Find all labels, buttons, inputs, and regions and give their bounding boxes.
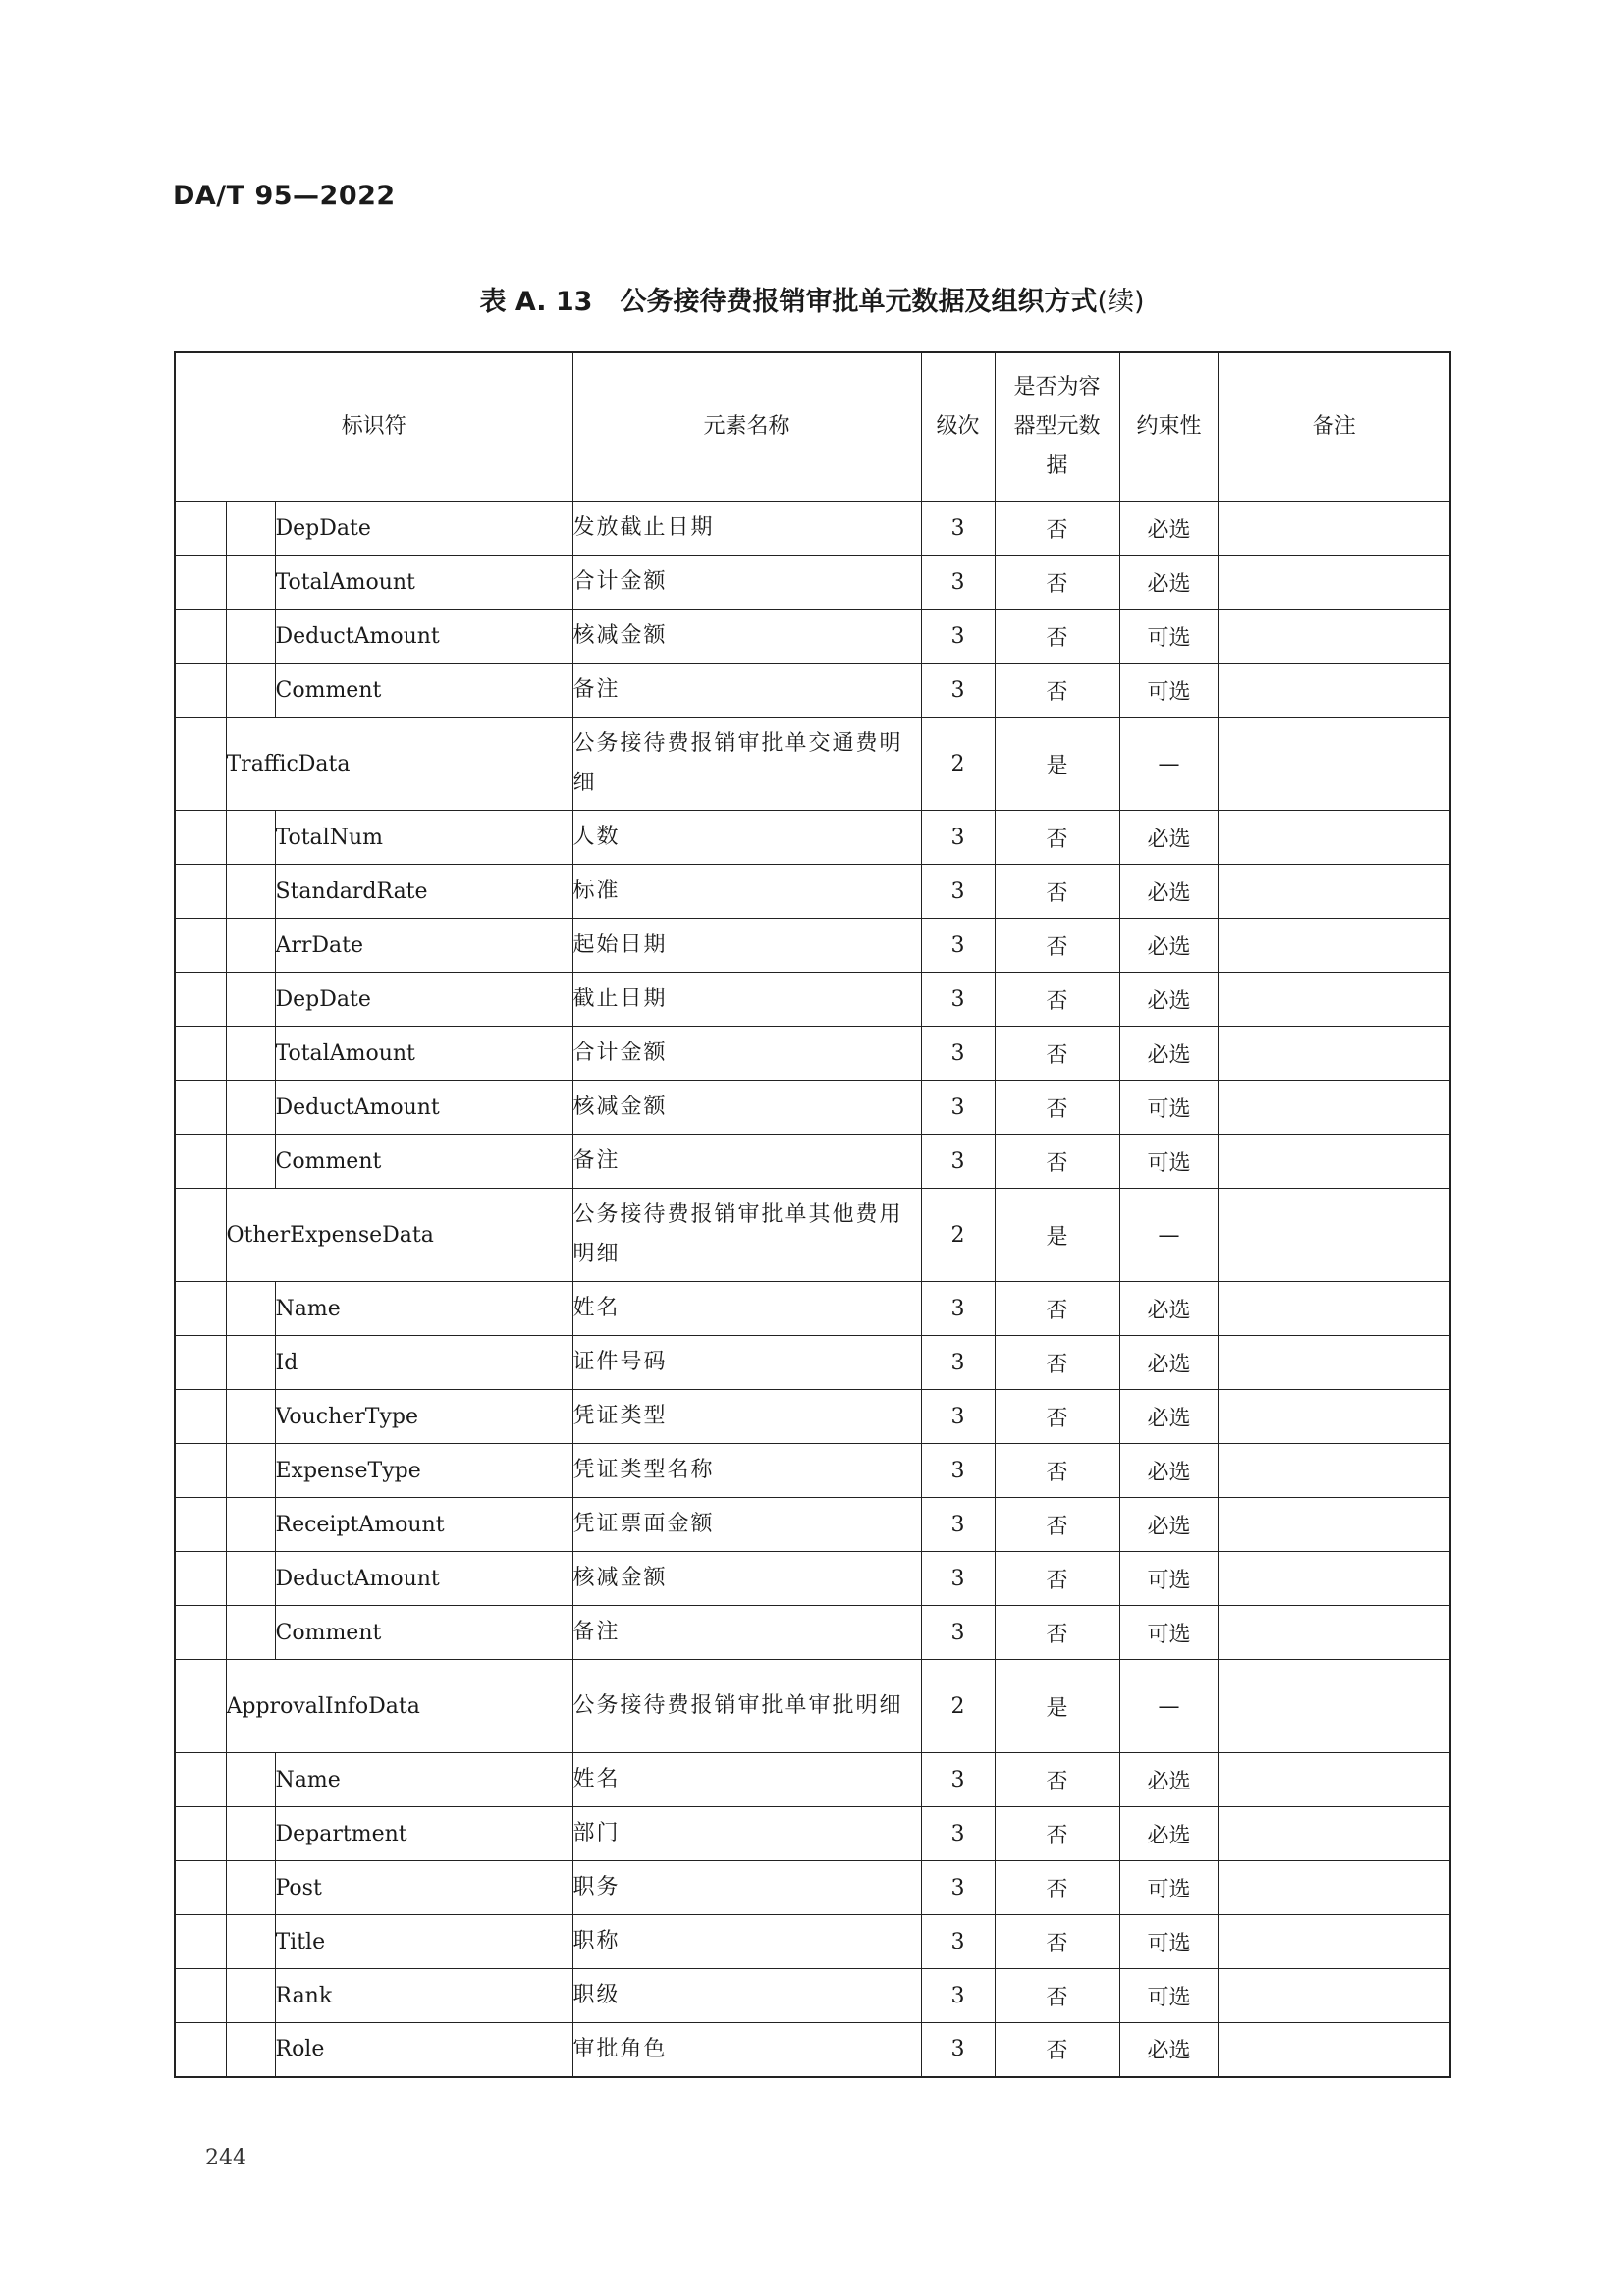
note-cell — [1218, 1498, 1450, 1552]
identifier-cell: StandardRate — [275, 865, 572, 919]
table-row — [175, 1552, 1450, 1606]
indent-cell — [175, 1552, 226, 1606]
element-name-cell: 职级 — [572, 1969, 921, 2023]
constraint-cell: 可选 — [1119, 1861, 1218, 1915]
header-is-container: 是否为容器型元数据 — [995, 352, 1119, 502]
constraint-cell: — — [1119, 1189, 1218, 1282]
constraint-cell: 必选 — [1119, 865, 1218, 919]
constraint-cell: 可选 — [1119, 1915, 1218, 1969]
identifier-cell: DepDate — [275, 502, 572, 556]
note-cell — [1218, 1081, 1450, 1135]
identifier-cell: VoucherType — [275, 1390, 572, 1444]
container-cell: 否 — [995, 1861, 1119, 1915]
element-name-cell: 职务 — [572, 1861, 921, 1915]
element-name-cell: 公务接待费报销审批单审批明细 — [572, 1660, 921, 1753]
level-cell: 3 — [921, 1081, 995, 1135]
container-cell: 否 — [995, 556, 1119, 610]
level-cell: 3 — [921, 1807, 995, 1861]
container-cell: 是 — [995, 1660, 1119, 1753]
indent-cell — [226, 811, 275, 865]
note-cell — [1218, 502, 1450, 556]
constraint-cell: 必选 — [1119, 973, 1218, 1027]
identifier-cell: DepDate — [275, 973, 572, 1027]
identifier-cell: TrafficData — [226, 718, 572, 811]
level-cell: 2 — [921, 718, 995, 811]
indent-cell — [175, 1135, 226, 1189]
note-cell — [1218, 1915, 1450, 1969]
indent-cell — [226, 865, 275, 919]
constraint-cell: 必选 — [1119, 502, 1218, 556]
level-cell: 3 — [921, 2023, 995, 2077]
indent-cell — [226, 1552, 275, 1606]
constraint-cell: 必选 — [1119, 1498, 1218, 1552]
container-cell: 否 — [995, 1498, 1119, 1552]
level-cell: 3 — [921, 1336, 995, 1390]
identifier-cell: ApprovalInfoData — [226, 1660, 572, 1753]
table-header-row — [175, 352, 1450, 502]
header-note: 备注 — [1218, 352, 1450, 502]
note-cell — [1218, 1552, 1450, 1606]
element-name-cell: 证件号码 — [572, 1336, 921, 1390]
identifier-cell: DeductAmount — [275, 1552, 572, 1606]
container-cell: 是 — [995, 718, 1119, 811]
container-cell: 否 — [995, 1969, 1119, 2023]
constraint-cell: 必选 — [1119, 556, 1218, 610]
indent-cell — [226, 664, 275, 718]
table-row — [175, 1606, 1450, 1660]
constraint-cell: 必选 — [1119, 1027, 1218, 1081]
note-cell — [1218, 973, 1450, 1027]
container-cell: 否 — [995, 973, 1119, 1027]
container-cell: 否 — [995, 919, 1119, 973]
header-identifier: 标识符 — [175, 352, 572, 502]
level-cell: 3 — [921, 556, 995, 610]
identifier-cell: OtherExpenseData — [226, 1189, 572, 1282]
indent-cell — [226, 1444, 275, 1498]
identifier-cell: Role — [275, 2023, 572, 2077]
element-name-cell: 部门 — [572, 1807, 921, 1861]
element-name-cell: 核减金额 — [572, 1081, 921, 1135]
table-row — [175, 1027, 1450, 1081]
note-cell — [1218, 1027, 1450, 1081]
level-cell: 3 — [921, 1498, 995, 1552]
table-row — [175, 973, 1450, 1027]
table-row — [175, 2023, 1450, 2077]
note-cell — [1218, 1660, 1450, 1753]
indent-cell — [175, 1081, 226, 1135]
header-element-name: 元素名称 — [572, 352, 921, 502]
indent-cell — [175, 556, 226, 610]
container-cell: 否 — [995, 865, 1119, 919]
element-name-cell: 核减金额 — [572, 610, 921, 664]
indent-cell — [175, 1606, 226, 1660]
level-cell: 3 — [921, 1606, 995, 1660]
indent-cell — [175, 1861, 226, 1915]
element-name-cell: 凭证类型 — [572, 1390, 921, 1444]
container-cell: 否 — [995, 664, 1119, 718]
note-cell — [1218, 1753, 1450, 1807]
constraint-cell: 必选 — [1119, 811, 1218, 865]
table-row — [175, 919, 1450, 973]
level-cell: 3 — [921, 1861, 995, 1915]
note-cell — [1218, 1189, 1450, 1282]
metadata-table — [174, 351, 1451, 2078]
identifier-cell: ExpenseType — [275, 1444, 572, 1498]
indent-cell — [175, 664, 226, 718]
level-cell: 3 — [921, 664, 995, 718]
element-name-cell: 核减金额 — [572, 1552, 921, 1606]
indent-cell — [226, 1606, 275, 1660]
element-name-cell: 合计金额 — [572, 556, 921, 610]
indent-cell — [175, 1189, 226, 1282]
constraint-cell: 可选 — [1119, 1081, 1218, 1135]
identifier-cell: Comment — [275, 1135, 572, 1189]
header-level: 级次 — [921, 352, 995, 502]
indent-cell — [175, 919, 226, 973]
indent-cell — [226, 1861, 275, 1915]
note-cell — [1218, 610, 1450, 664]
indent-cell — [226, 1498, 275, 1552]
element-name-cell: 发放截止日期 — [572, 502, 921, 556]
constraint-cell: 可选 — [1119, 610, 1218, 664]
table-row — [175, 1498, 1450, 1552]
identifier-cell: TotalAmount — [275, 556, 572, 610]
document-code: DA/T 95—2022 — [173, 181, 396, 211]
indent-cell — [175, 1660, 226, 1753]
constraint-cell: 必选 — [1119, 1282, 1218, 1336]
level-cell: 3 — [921, 811, 995, 865]
constraint-cell: 可选 — [1119, 1135, 1218, 1189]
element-name-cell: 合计金额 — [572, 1027, 921, 1081]
element-name-cell: 人数 — [572, 811, 921, 865]
table-row — [175, 811, 1450, 865]
table-row — [175, 664, 1450, 718]
table-row — [175, 1189, 1450, 1282]
element-name-cell: 姓名 — [572, 1753, 921, 1807]
note-cell — [1218, 1336, 1450, 1390]
container-cell: 否 — [995, 1336, 1119, 1390]
table-row — [175, 1915, 1450, 1969]
indent-cell — [226, 2023, 275, 2077]
element-name-cell: 姓名 — [572, 1282, 921, 1336]
indent-cell — [175, 1807, 226, 1861]
table-row — [175, 718, 1450, 811]
level-cell: 3 — [921, 502, 995, 556]
note-cell — [1218, 1807, 1450, 1861]
element-name-cell: 职称 — [572, 1915, 921, 1969]
note-cell — [1218, 2023, 1450, 2077]
element-name-cell: 起始日期 — [572, 919, 921, 973]
table-row — [175, 1660, 1450, 1753]
constraint-cell: 必选 — [1119, 1444, 1218, 1498]
identifier-cell: Rank — [275, 1969, 572, 2023]
indent-cell — [226, 1969, 275, 2023]
header-constraint: 约束性 — [1119, 352, 1218, 502]
level-cell: 3 — [921, 1282, 995, 1336]
element-name-cell: 标准 — [572, 865, 921, 919]
page-number: 244 — [205, 2146, 246, 2170]
indent-cell — [226, 1336, 275, 1390]
indent-cell — [226, 1282, 275, 1336]
level-cell: 3 — [921, 1390, 995, 1444]
note-cell — [1218, 1282, 1450, 1336]
indent-cell — [175, 865, 226, 919]
indent-cell — [175, 1336, 226, 1390]
identifier-cell: Title — [275, 1915, 572, 1969]
note-cell — [1218, 865, 1450, 919]
indent-cell — [226, 1027, 275, 1081]
indent-cell — [226, 1135, 275, 1189]
constraint-cell: 必选 — [1119, 2023, 1218, 2077]
element-name-cell: 公务接待费报销审批单其他费用明细 — [572, 1189, 921, 1282]
indent-cell — [226, 1915, 275, 1969]
table-row — [175, 610, 1450, 664]
level-cell: 3 — [921, 1753, 995, 1807]
element-name-cell: 审批角色 — [572, 2023, 921, 2077]
constraint-cell: — — [1119, 718, 1218, 811]
container-cell: 是 — [995, 1189, 1119, 1282]
note-cell — [1218, 1390, 1450, 1444]
table-caption-number: 表 A. 13 — [479, 287, 593, 317]
table-row — [175, 1282, 1450, 1336]
note-cell — [1218, 1135, 1450, 1189]
container-cell: 否 — [995, 1807, 1119, 1861]
container-cell: 否 — [995, 1753, 1119, 1807]
note-cell — [1218, 811, 1450, 865]
container-cell: 否 — [995, 1915, 1119, 1969]
table-caption-continued: (续) — [1097, 287, 1145, 317]
container-cell: 否 — [995, 1444, 1119, 1498]
table-caption — [0, 280, 1624, 318]
table-row — [175, 865, 1450, 919]
identifier-cell: Department — [275, 1807, 572, 1861]
level-cell: 3 — [921, 1135, 995, 1189]
container-cell: 否 — [995, 502, 1119, 556]
constraint-cell: 必选 — [1119, 919, 1218, 973]
indent-cell — [226, 919, 275, 973]
indent-cell — [226, 502, 275, 556]
indent-cell — [226, 556, 275, 610]
level-cell: 3 — [921, 1552, 995, 1606]
level-cell: 3 — [921, 1915, 995, 1969]
identifier-cell: DeductAmount — [275, 610, 572, 664]
container-cell: 否 — [995, 1282, 1119, 1336]
constraint-cell: 必选 — [1119, 1753, 1218, 1807]
indent-cell — [175, 1915, 226, 1969]
note-cell — [1218, 664, 1450, 718]
indent-cell — [226, 610, 275, 664]
indent-cell — [175, 718, 226, 811]
identifier-cell: ReceiptAmount — [275, 1498, 572, 1552]
constraint-cell: 可选 — [1119, 1552, 1218, 1606]
indent-cell — [175, 1498, 226, 1552]
element-name-cell: 凭证票面金额 — [572, 1498, 921, 1552]
table-row — [175, 1336, 1450, 1390]
identifier-cell: Name — [275, 1753, 572, 1807]
level-cell: 3 — [921, 610, 995, 664]
element-name-cell: 截止日期 — [572, 973, 921, 1027]
container-cell: 否 — [995, 1552, 1119, 1606]
identifier-cell: DeductAmount — [275, 1081, 572, 1135]
container-cell: 否 — [995, 1027, 1119, 1081]
constraint-cell: 可选 — [1119, 1969, 1218, 2023]
container-cell: 否 — [995, 1390, 1119, 1444]
indent-cell — [226, 1390, 275, 1444]
table-row — [175, 1753, 1450, 1807]
level-cell: 3 — [921, 1027, 995, 1081]
level-cell: 3 — [921, 973, 995, 1027]
container-cell: 否 — [995, 1081, 1119, 1135]
indent-cell — [175, 1444, 226, 1498]
identifier-cell: ArrDate — [275, 919, 572, 973]
constraint-cell: 可选 — [1119, 664, 1218, 718]
container-cell: 否 — [995, 811, 1119, 865]
element-name-cell: 公务接待费报销审批单交通费明细 — [572, 718, 921, 811]
identifier-cell: Id — [275, 1336, 572, 1390]
indent-cell — [175, 1027, 226, 1081]
table-row — [175, 1390, 1450, 1444]
note-cell — [1218, 1861, 1450, 1915]
indent-cell — [226, 1753, 275, 1807]
note-cell — [1218, 1444, 1450, 1498]
identifier-cell: TotalAmount — [275, 1027, 572, 1081]
level-cell: 3 — [921, 865, 995, 919]
table-row — [175, 1861, 1450, 1915]
indent-cell — [175, 1282, 226, 1336]
table-row — [175, 556, 1450, 610]
container-cell: 否 — [995, 1135, 1119, 1189]
indent-cell — [175, 1969, 226, 2023]
element-name-cell: 备注 — [572, 1606, 921, 1660]
element-name-cell: 备注 — [572, 1135, 921, 1189]
indent-cell — [175, 811, 226, 865]
level-cell: 3 — [921, 919, 995, 973]
indent-cell — [175, 1390, 226, 1444]
constraint-cell: 必选 — [1119, 1390, 1218, 1444]
table-row — [175, 1444, 1450, 1498]
table-row — [175, 1969, 1450, 2023]
table-row — [175, 502, 1450, 556]
constraint-cell: — — [1119, 1660, 1218, 1753]
identifier-cell: Comment — [275, 664, 572, 718]
indent-cell — [175, 2023, 226, 2077]
indent-cell — [226, 1081, 275, 1135]
constraint-cell: 必选 — [1119, 1807, 1218, 1861]
identifier-cell: Comment — [275, 1606, 572, 1660]
identifier-cell: TotalNum — [275, 811, 572, 865]
table-row — [175, 1081, 1450, 1135]
indent-cell — [226, 1807, 275, 1861]
element-name-cell: 备注 — [572, 664, 921, 718]
table-row — [175, 1135, 1450, 1189]
table-caption-title: 公务接待费报销审批单元数据及组织方式 — [620, 287, 1098, 317]
level-cell: 2 — [921, 1660, 995, 1753]
container-cell: 否 — [995, 2023, 1119, 2077]
indent-cell — [175, 1753, 226, 1807]
level-cell: 3 — [921, 1444, 995, 1498]
table-row — [175, 1807, 1450, 1861]
indent-cell — [175, 973, 226, 1027]
note-cell — [1218, 718, 1450, 811]
indent-cell — [226, 973, 275, 1027]
element-name-cell: 凭证类型名称 — [572, 1444, 921, 1498]
container-cell: 否 — [995, 1606, 1119, 1660]
container-cell: 否 — [995, 610, 1119, 664]
note-cell — [1218, 556, 1450, 610]
note-cell — [1218, 1969, 1450, 2023]
indent-cell — [175, 610, 226, 664]
note-cell — [1218, 919, 1450, 973]
indent-cell — [175, 502, 226, 556]
note-cell — [1218, 1606, 1450, 1660]
constraint-cell: 可选 — [1119, 1606, 1218, 1660]
identifier-cell: Name — [275, 1282, 572, 1336]
level-cell: 3 — [921, 1969, 995, 2023]
level-cell: 2 — [921, 1189, 995, 1282]
identifier-cell: Post — [275, 1861, 572, 1915]
constraint-cell: 必选 — [1119, 1336, 1218, 1390]
